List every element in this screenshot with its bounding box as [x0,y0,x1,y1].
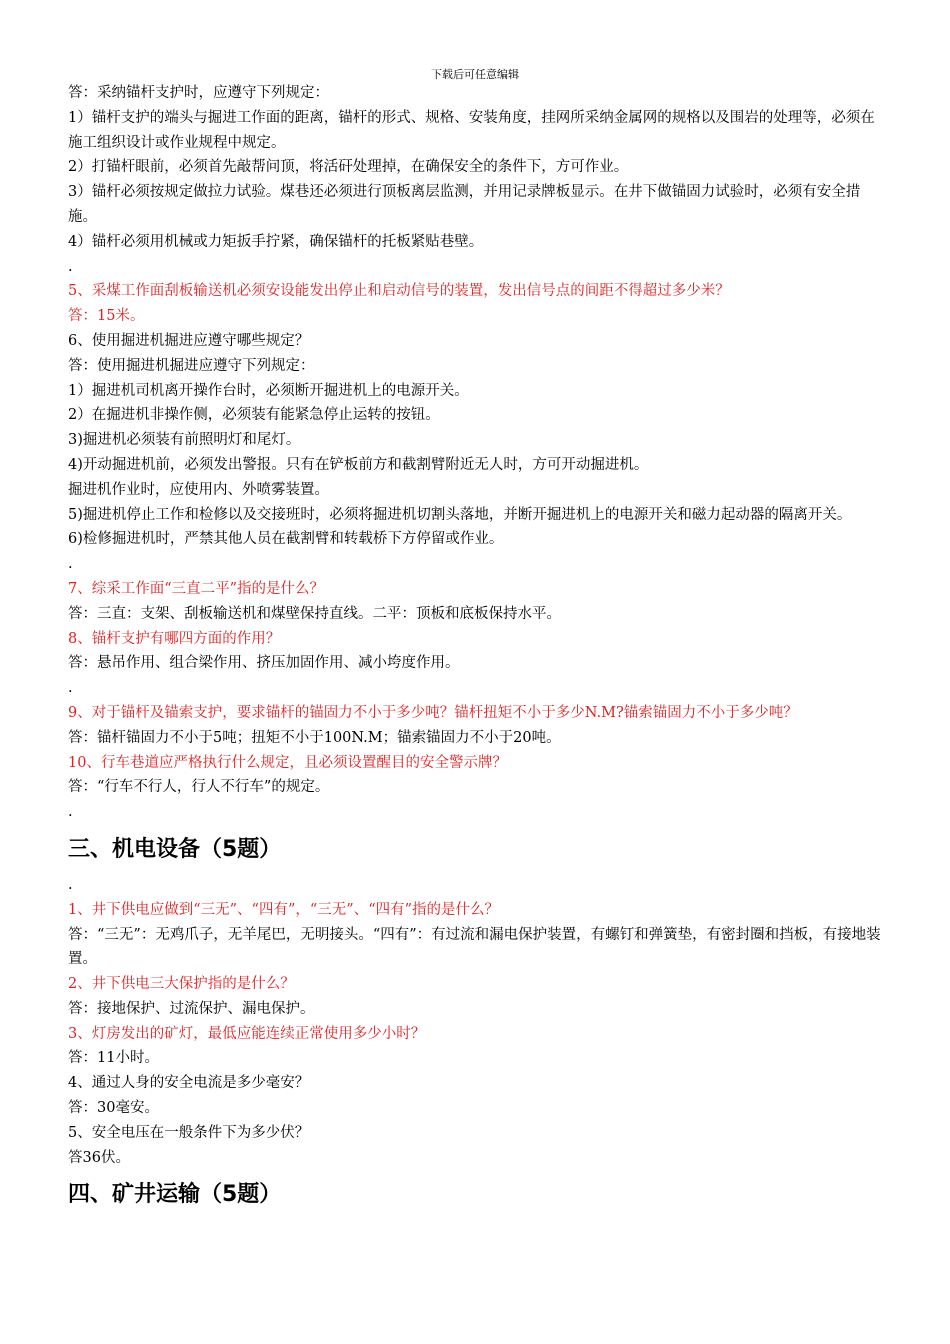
section-heading-4: 四、矿井运输（5题） [68,1182,282,1208]
text-line: 答：采纳锚杆支护时，应遵守下列规定： [68,85,329,101]
text-line: 答：15米。 [68,308,145,325]
text-line: 答：“三无”：无鸡爪子，无羊尾巴，无明接头。“四有”：有过流和漏电保护装置，有螺钉和弹簧垫，有密封圈和挡板，有接地装置。 [68,926,881,968]
text-line: 5、采煤工作面刮板输送机必须安设能发出停止和启动信号的装置，发出信号点的间距不得超过多少米？ [68,283,730,300]
text-line: 答：11小时。 [68,1050,159,1067]
text-line: 答：“行车不行人，行人不行车”的规定。 [68,779,330,796]
text-line: . [68,804,73,821]
text-line: 1）锚杆支护的端头与掘进工作面的距离，锚杆的形式、规格、安装角度，挂网所采纳金属网的规格以及围岩的处理等，必须在施工组织设计或作业规程中规定。 [68,109,875,151]
text-line: 2、井下供电三大保护指的是什么？ [68,976,295,993]
text-line: 5、安全电压在一般条件下为多少伏？ [68,1124,310,1141]
text-line: 10、行车巷道应严格执行什么规定，且必须设置醒目的安全警示牌？ [68,754,507,771]
text-line: 答36伏。 [68,1149,130,1166]
text-line: 掘进机作业时，应使用内、外喷雾装置。 [68,481,329,498]
text-line: 3、灯房发出的矿灯，最低应能连续正常使用多少小时？ [68,1025,426,1042]
section-part2 [68,873,886,1171]
text-line: 6、使用掘进机掘进应遵守哪些规定？ [68,332,310,349]
text-line: 7、综采工作面“三直二平”指的是什么？ [68,580,325,597]
section-heading-3: 三、机电设备（5题） [68,836,282,862]
text-line: 8、锚杆支护有哪四方面的作用？ [68,630,281,647]
text-line: 1）掘进机司机离开操作台时，必须断开掘进机上的电源开关。 [68,382,469,399]
text-line: 9、对于锚杆及锚索支护，要求锚杆的锚固力不小于多少吨？锚杆扭矩不小于多少N.M?锚索锚固力不小于多少吨？ [68,704,798,721]
text-line: 2）打锚杆眼前，必须首先敲帮问顶，将活矸处理掉，在确保安全的条件下，方可作业。 [68,159,629,176]
text-line: 3)掘进机必须装有前照明灯和尾灯。 [68,432,301,449]
text-line: . [68,876,73,893]
text-line: 答：接地保护、过流保护、漏电保护。 [68,1000,315,1017]
text-line: 答：悬吊作用、组合梁作用、挤压加固作用、减小垮度作用。 [68,655,460,672]
header-note: 下载后可任意编辑 [431,68,519,81]
text-line: 2）在掘进机非操作侧，必须装有能紧急停止运转的按钮。 [68,407,440,424]
text-line: 答：使用掘进机掘进应遵守下列规定： [68,357,315,374]
text-line: 答：30毫安。 [68,1100,159,1117]
text-line: . [68,258,73,275]
section-part1 [68,81,886,825]
text-line: 5)掘进机停止工作和检修以及交接班时，必须将掘进机切割头落地，并断开掘进机上的电源开关和磁力起动器的隔离开关。 [68,506,852,523]
text-line: 4）锚杆必须用机械或力矩扳手拧紧，确保锚杆的托板紧贴巷壁。 [68,233,484,250]
text-line: 1、井下供电应做到“三无”、“四有”，“三无”、“四有”指的是什么？ [68,901,500,918]
text-line: . [68,680,73,697]
text-line: 6)检修掘进机时，严禁其他人员在截割臂和转载桥下方停留或作业。 [68,531,504,548]
text-line: 4、通过人身的安全电流是多少毫安？ [68,1075,310,1092]
text-line: 4)开动掘进机前，必须发出警报。只有在铲板前方和截割臂附近无人时，方可开动掘进机。 [68,456,649,473]
text-line: 3）锚杆必须按规定做拉力试验。煤巷还必须进行顶板离层监测，并用记录牌板显示。在井下做锚固力试验时，必须有安全措施。 [68,184,861,225]
document-body [68,81,886,1218]
text-line: 答：三直：支架、刮板输送机和煤壁保持直线。二平：顶板和底板保持水平。 [68,605,561,622]
text-line: 答：锚杆锚固力不小于5吨；扭矩不小于100N.M；锚索锚固力不小于20吨。 [68,729,561,746]
text-line: . [68,556,73,573]
